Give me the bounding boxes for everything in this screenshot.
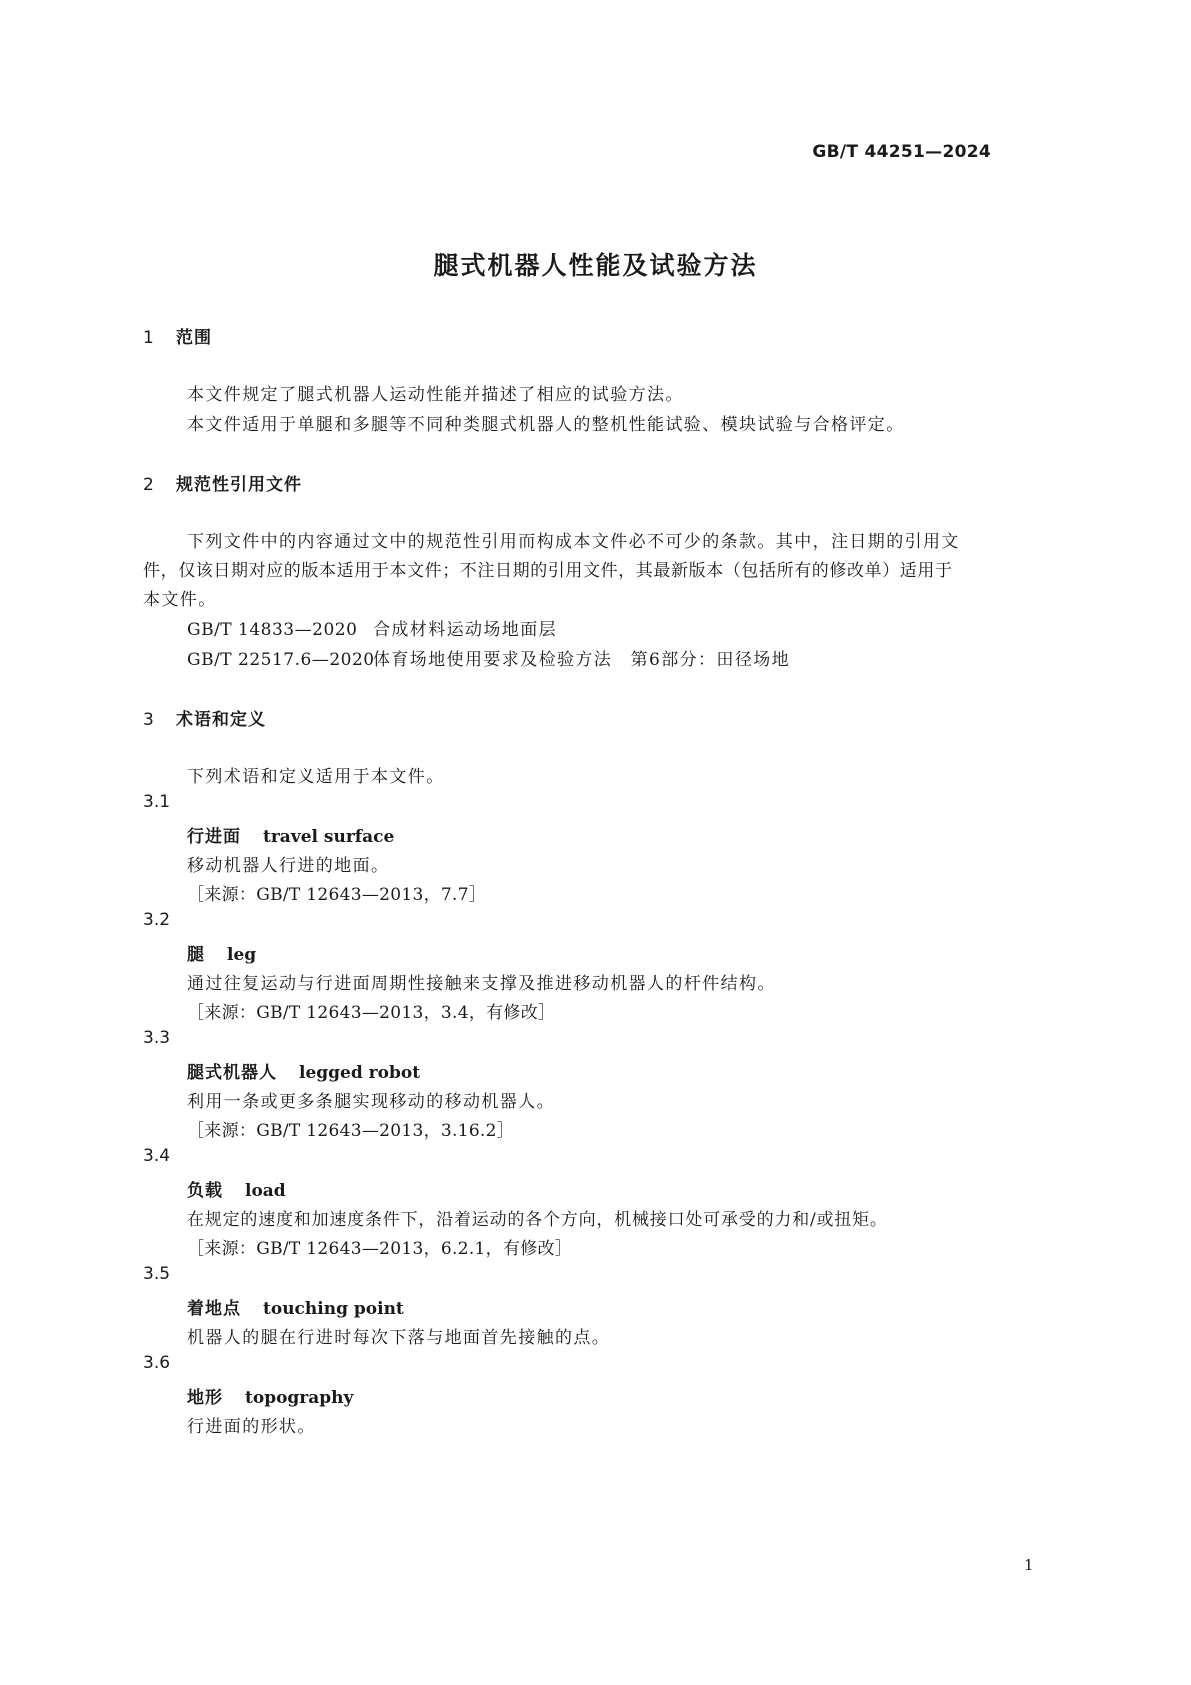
term-english: load — [245, 1181, 286, 1201]
reference-title: 体育场地使用要求及检验方法 第6部分：田径场地 — [373, 650, 791, 670]
term-definition: 行进面的形状。 — [187, 1417, 316, 1437]
term-english: travel surface — [263, 827, 395, 847]
term-english: legged robot — [299, 1063, 421, 1083]
reference-title: 合成材料运动场地面层 — [373, 620, 557, 640]
term-number: 3.4 — [143, 1146, 171, 1166]
paragraph-line: 下列文件中的内容通过文中的规范性引用而构成本文件必不可少的条款。其中，注日期的引用文 — [187, 532, 960, 552]
paragraph: 本文件规定了腿式机器人运动性能并描述了相应的试验方法。 — [187, 385, 684, 405]
term-name — [187, 822, 394, 847]
reference-code: GB/T 14833—2020 — [187, 620, 358, 640]
term-definition: 机器人的腿在行进时每次下落与地面首先接触的点。 — [187, 1328, 611, 1348]
term-chinese: 行进面 — [187, 827, 241, 847]
term-english: leg — [227, 945, 257, 965]
reference-code: GB/T 22517.6—2020 — [187, 650, 375, 670]
normative-reference — [187, 615, 557, 640]
term-chinese: 负载 — [187, 1181, 223, 1201]
term-number: 3.6 — [143, 1353, 171, 1373]
term-source: ［来源：GB/T 12643—2013，6.2.1，有修改］ — [187, 1239, 573, 1259]
term-number: 3.2 — [143, 910, 171, 930]
term-english: topography — [245, 1388, 354, 1408]
term-number: 3.5 — [143, 1264, 171, 1284]
term-source: ［来源：GB/T 12643—2013，7.7］ — [187, 885, 487, 905]
standard-code: GB/T 44251—2024 — [812, 142, 991, 162]
section-number: 3 — [143, 710, 155, 730]
term-english: touching point — [263, 1299, 404, 1319]
term-definition: 在规定的速度和加速度条件下，沿着运动的各个方向，机械接口处可承受的力和/或扭矩。 — [187, 1210, 888, 1230]
term-chinese: 腿式机器人 — [187, 1063, 277, 1083]
paragraph: 本文件适用于单腿和多腿等不同种类腿式机器人的整机性能试验、模块试验与合格评定。 — [187, 415, 905, 435]
term-source: ［来源：GB/T 12643—2013，3.16.2］ — [187, 1121, 515, 1141]
page-number: 1 — [1024, 1556, 1034, 1574]
document-title: 腿式机器人性能及试验方法 — [433, 251, 758, 280]
normative-reference — [187, 645, 790, 670]
term-number: 3.3 — [143, 1028, 171, 1048]
term-name — [187, 1294, 404, 1319]
section-heading-3 — [143, 705, 266, 730]
section-number: 1 — [143, 328, 155, 348]
section-heading-1 — [143, 323, 212, 348]
term-definition: 通过往复运动与行进面周期性接触来支撑及推进移动机器人的杆件结构。 — [187, 974, 776, 994]
section-number: 2 — [143, 475, 155, 495]
term-name — [187, 1058, 420, 1083]
paragraph-line: 件，仅该日期对应的版本适用于本文件；不注日期的引用文件，其最新版本（包括所有的修改单）适用于 — [143, 561, 953, 581]
term-name — [187, 940, 256, 965]
section-title: 规范性引用文件 — [176, 475, 302, 495]
term-number: 3.1 — [143, 792, 171, 812]
section-title: 范围 — [176, 328, 212, 348]
section-title: 术语和定义 — [176, 710, 266, 730]
term-chinese: 腿 — [187, 945, 205, 965]
section-heading-2 — [143, 470, 302, 495]
term-chinese: 地形 — [187, 1388, 223, 1408]
term-source: ［来源：GB/T 12643—2013，3.4，有修改］ — [187, 1003, 556, 1023]
paragraph-line: 本文件。 — [143, 590, 217, 610]
paragraph: 下列术语和定义适用于本文件。 — [187, 767, 445, 787]
term-chinese: 着地点 — [187, 1299, 241, 1319]
term-name — [187, 1176, 286, 1201]
term-definition: 利用一条或更多条腿实现移动的移动机器人。 — [187, 1092, 555, 1112]
term-name — [187, 1383, 353, 1408]
term-definition: 移动机器人行进的地面。 — [187, 856, 390, 876]
